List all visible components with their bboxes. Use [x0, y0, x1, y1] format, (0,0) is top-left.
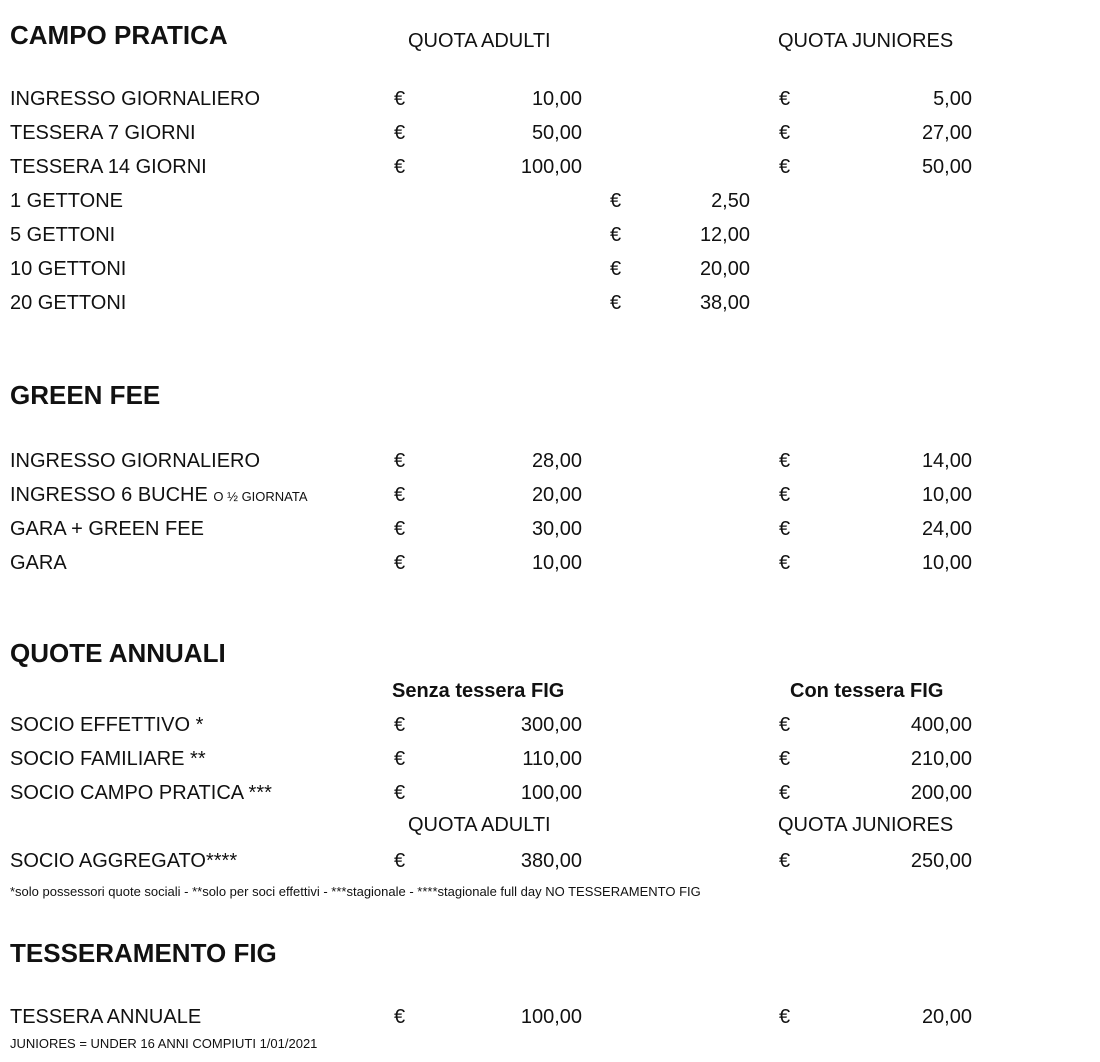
price-juniores: 27,00 — [921, 122, 972, 144]
row-label-suffix: O ½ GIORNATA — [213, 489, 308, 504]
currency-symbol: € — [394, 552, 406, 574]
currency-symbol: € — [779, 714, 791, 736]
currency-symbol: € — [610, 258, 622, 280]
currency-symbol: € — [779, 450, 791, 472]
currency-symbol: € — [779, 156, 791, 178]
currency-symbol: € — [394, 122, 406, 144]
col-header-quota-juniores: QUOTA JUNIORES — [778, 814, 954, 836]
row-label: SOCIO AGGREGATO**** — [10, 850, 238, 872]
price-juniores: 50,00 — [921, 156, 972, 178]
price-gettone: 20,00 — [699, 258, 750, 280]
currency-symbol: € — [394, 748, 406, 770]
price-adulti: 10,00 — [531, 552, 582, 574]
currency-symbol: € — [610, 190, 622, 212]
price-adulti: 380,00 — [520, 850, 582, 872]
price-con: 400,00 — [910, 714, 972, 736]
currency-symbol: € — [779, 518, 791, 540]
currency-symbol: € — [394, 88, 406, 110]
price-con: 210,00 — [910, 748, 972, 770]
row-label-main: INGRESSO 6 BUCHE — [10, 484, 208, 506]
row-label: TESSERA 14 GIORNI — [10, 156, 207, 178]
currency-symbol: € — [394, 518, 406, 540]
price-adulti: 20,00 — [531, 484, 582, 506]
currency-symbol: € — [394, 156, 406, 178]
price-gettone: 12,00 — [699, 224, 750, 246]
col-header-quota-juniores: QUOTA JUNIORES — [778, 30, 954, 52]
row-label: SOCIO CAMPO PRATICA *** — [10, 782, 272, 804]
price-juniores: 10,00 — [921, 484, 972, 506]
price-adulti: 100,00 — [520, 1006, 582, 1028]
footnote-juniores: JUNIORES = UNDER 16 ANNI COMPIUTI 1/01/2021 — [10, 1036, 318, 1051]
row-label: TESSERA ANNUALE — [10, 1006, 202, 1028]
footnote-quote-annuali: *solo possessori quote sociali - **solo per soci effettivi - ***stagionale - ****stagionale full day NO TESSERAMENTO FIG — [10, 884, 701, 899]
currency-symbol: € — [779, 484, 791, 506]
row-label: INGRESSO GIORNALIERO — [10, 88, 261, 110]
currency-symbol: € — [779, 782, 791, 804]
price-juniores: 14,00 — [921, 450, 972, 472]
row-label: 5 GETTONI — [10, 224, 116, 246]
currency-symbol: € — [610, 292, 622, 314]
price-adulti: 10,00 — [531, 88, 582, 110]
row-label — [10, 484, 308, 507]
currency-symbol: € — [779, 122, 791, 144]
section-title-green-fee: GREEN FEE — [10, 380, 161, 410]
row-label: 20 GETTONI — [10, 292, 127, 314]
price-juniores: 10,00 — [921, 552, 972, 574]
currency-symbol: € — [779, 552, 791, 574]
currency-symbol: € — [610, 224, 622, 246]
price-juniores: 5,00 — [933, 88, 972, 110]
row-label: 1 GETTONE — [10, 190, 123, 212]
row-label: GARA + GREEN FEE — [10, 518, 204, 540]
price-senza: 100,00 — [520, 782, 582, 804]
currency-symbol: € — [779, 748, 791, 770]
col-header-senza-tessera: Senza tessera FIG — [392, 680, 565, 702]
row-label: SOCIO FAMILIARE ** — [10, 748, 206, 770]
row-label: GARA — [10, 552, 67, 574]
currency-symbol: € — [394, 714, 406, 736]
section-title-quote-annuali: QUOTE ANNUALI — [10, 638, 226, 668]
col-header-quota-adulti: QUOTA ADULTI — [408, 30, 551, 52]
price-adulti: 50,00 — [531, 122, 582, 144]
currency-symbol: € — [779, 1006, 791, 1028]
row-label: TESSERA 7 GIORNI — [10, 122, 196, 144]
currency-symbol: € — [394, 782, 406, 804]
row-label: 10 GETTONI — [10, 258, 127, 280]
section-title-tesseramento-fig: TESSERAMENTO FIG — [10, 938, 277, 968]
price-gettone: 2,50 — [711, 190, 750, 212]
section-title-campo-pratica: CAMPO PRATICA — [10, 20, 228, 50]
price-gettone: 38,00 — [699, 292, 750, 314]
price-adulti: 28,00 — [531, 450, 582, 472]
price-juniores: 24,00 — [921, 518, 972, 540]
price-senza: 110,00 — [522, 748, 582, 770]
currency-symbol: € — [779, 88, 791, 110]
row-label: SOCIO EFFETTIVO * — [10, 714, 204, 736]
col-header-con-tessera: Con tessera FIG — [790, 680, 944, 702]
currency-symbol: € — [394, 1006, 406, 1028]
row-label: INGRESSO GIORNALIERO — [10, 450, 261, 472]
price-adulti: 100,00 — [520, 156, 582, 178]
price-juniores: 20,00 — [921, 1006, 972, 1028]
price-juniores: 250,00 — [910, 850, 972, 872]
col-header-quota-adulti: QUOTA ADULTI — [408, 814, 551, 836]
price-senza: 300,00 — [520, 714, 582, 736]
price-adulti: 30,00 — [531, 518, 582, 540]
price-con: 200,00 — [910, 782, 972, 804]
currency-symbol: € — [394, 484, 406, 506]
currency-symbol: € — [394, 850, 406, 872]
currency-symbol: € — [779, 850, 791, 872]
currency-symbol: € — [394, 450, 406, 472]
